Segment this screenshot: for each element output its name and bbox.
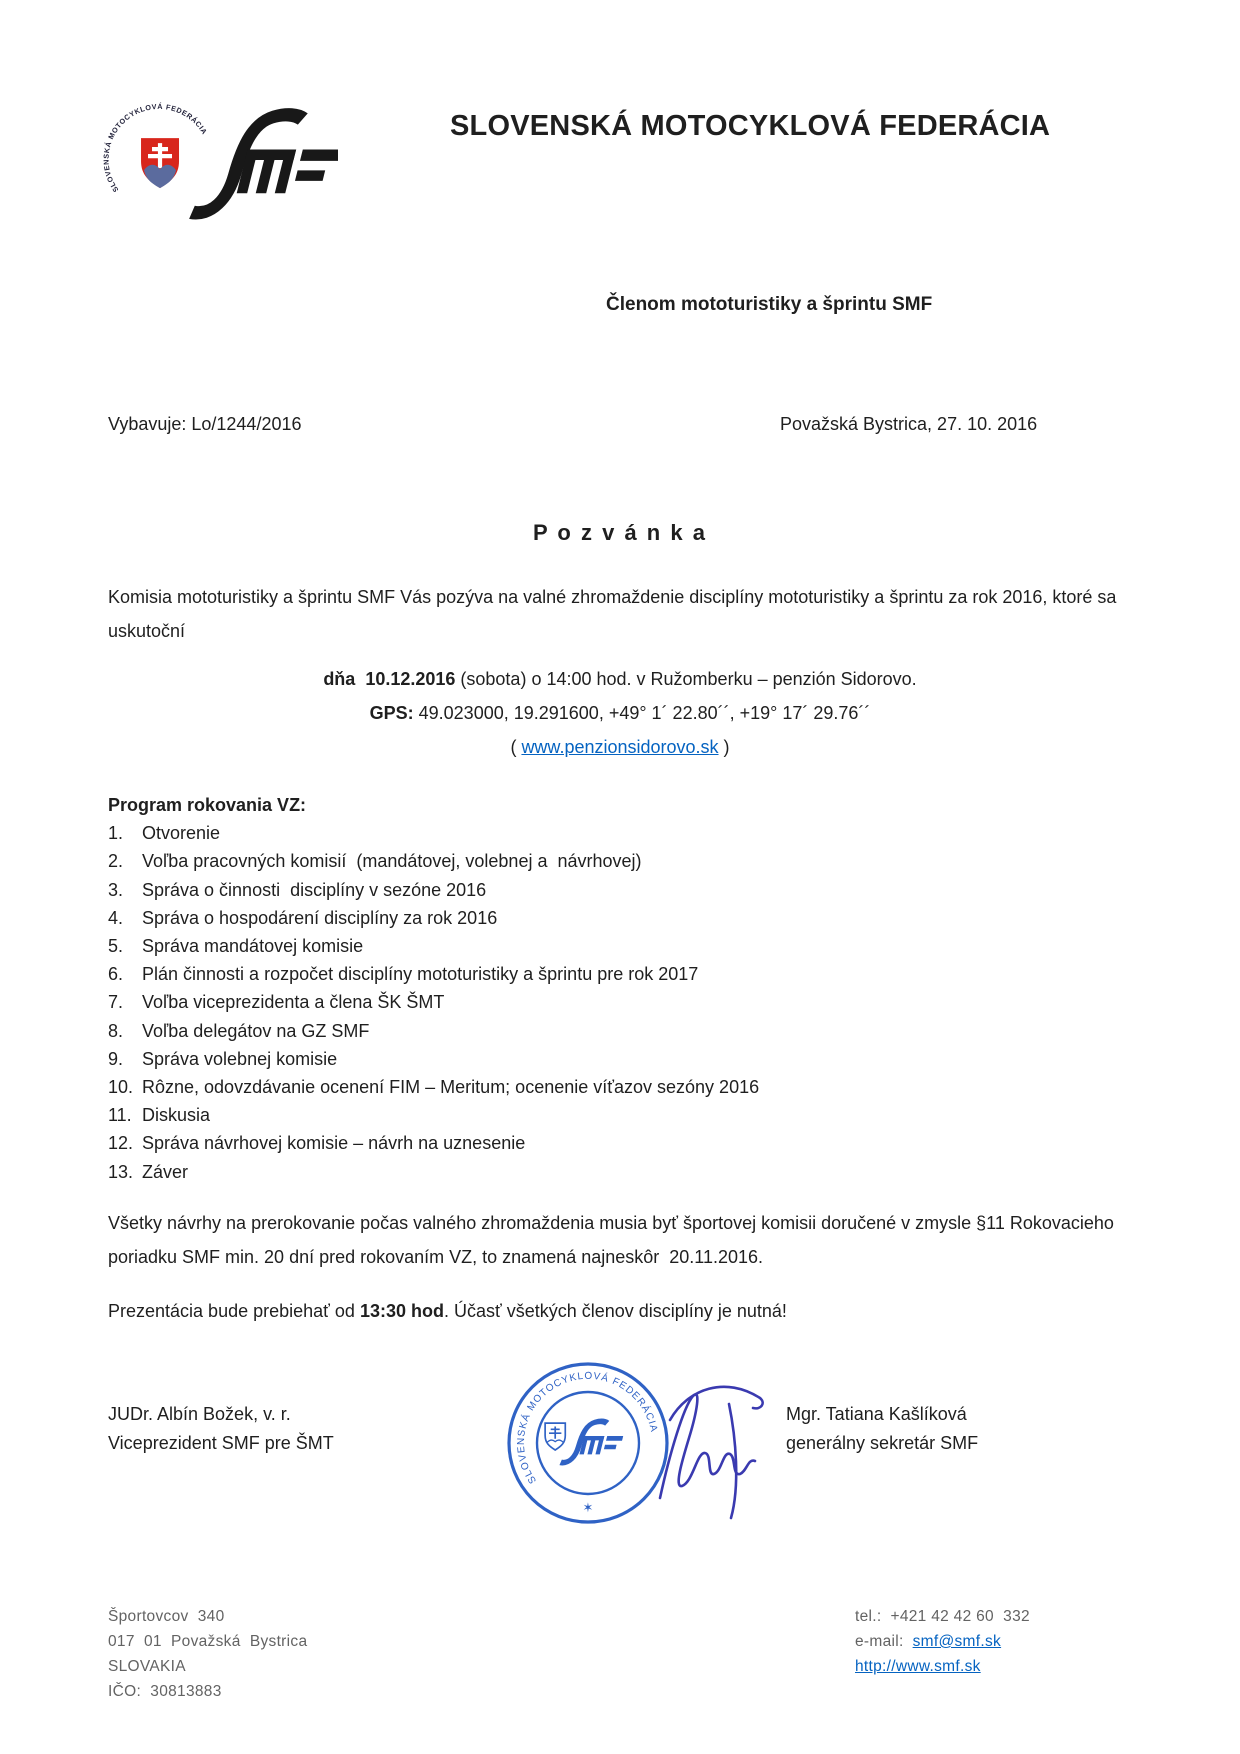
program-item-text: Diskusia — [142, 1105, 211, 1126]
footer-email-line — [855, 1629, 1030, 1654]
reference-row — [108, 414, 1138, 440]
program-item-text: Voľba viceprezidenta a člena ŠK ŠMT — [142, 992, 445, 1013]
footer-address-line: IČO: 30813883 — [108, 1683, 222, 1700]
program-item-text: Rôzne, odovzdávanie ocenení FIM – Meritum; ocenenie víťazov sezóny 2016 — [142, 1077, 760, 1098]
program-item-number: 5. — [108, 936, 124, 957]
program-item — [108, 1073, 1148, 1101]
signatory-right-role: generálny sekretár SMF — [786, 1433, 979, 1453]
stamp-ring-text: SLOVENSKÁ MOTOCYKLOVÁ FEDERÁCIA — [515, 1370, 660, 1486]
place-and-date: Považská Bystrica, 27. 10. 2016 — [780, 414, 1038, 434]
program-item-text: Voľba delegátov na GZ SMF — [142, 1020, 370, 1041]
program-item-number: 7. — [108, 992, 124, 1013]
venue-link[interactable]: www.penzionsidorovo.sk — [521, 737, 719, 757]
program-item — [108, 1158, 1148, 1186]
org-title: SLOVENSKÁ MOTOCYKLOVÁ FEDERÁCIA — [450, 110, 1051, 142]
footer-address-line: 017 01 Považská Bystrica — [108, 1633, 308, 1650]
signature-ink — [660, 1387, 763, 1518]
smf-stamp-icon — [498, 1346, 788, 1551]
signatory-right — [786, 1400, 978, 1458]
venue-link-line — [0, 730, 1240, 764]
program-item-number: 2. — [108, 851, 124, 872]
link-open-paren: ( — [510, 737, 522, 757]
program-item — [108, 876, 1148, 904]
program-item — [108, 1045, 1148, 1073]
signatory-left-role: Viceprezident SMF pre ŠMT — [108, 1433, 334, 1453]
program-item-text: Správa mandátovej komisie — [142, 936, 364, 957]
smf-logo — [100, 92, 338, 231]
link-close-paren: ) — [718, 737, 730, 757]
footer-web-line — [855, 1654, 1030, 1679]
footer-web-link[interactable]: http://www.smf.sk — [855, 1658, 981, 1675]
signatory-right-name: Mgr. Tatiana Kašlíková — [786, 1404, 967, 1424]
program-item — [108, 847, 1148, 875]
presentation-prefix: Prezentácia bude prebiehať od — [108, 1301, 360, 1321]
program-item-text: Správa návrhovej komisie – návrh na uznesenie — [142, 1133, 526, 1154]
program-item-number: 11. — [108, 1105, 132, 1126]
footer-address — [108, 1604, 307, 1704]
program-item — [108, 904, 1148, 932]
program-item-number: 13. — [108, 1161, 134, 1182]
presentation-time: 13:30 hod — [359, 1301, 444, 1321]
recipient-line: Členom mototuristiky a šprintu SMF — [606, 294, 933, 315]
program-item-number: 3. — [108, 879, 124, 900]
gps-coordinates: 49.023000, 19.291600, +49° 1´ 22.80´´, +19° 17´ 29.76´´ — [413, 703, 871, 723]
footer-address-line: SLOVAKIA — [108, 1658, 186, 1675]
program-item-number: 4. — [108, 907, 124, 928]
gps-line — [0, 696, 1240, 730]
program-item-text: Správa volebnej komisie — [142, 1048, 338, 1069]
program-item-text: Záver — [142, 1161, 189, 1182]
signatory-left-name: JUDr. Albín Božek, v. r. — [108, 1404, 291, 1424]
program-item — [108, 1017, 1148, 1045]
program-section — [108, 791, 1148, 1186]
program-item-text: Správa o hospodárení disciplíny za rok 2016 — [142, 907, 498, 928]
event-details — [0, 662, 1240, 764]
footer-email-link[interactable]: smf@smf.sk — [912, 1633, 1002, 1650]
program-item — [108, 1101, 1148, 1129]
reference-number: Vybavuje: Lo/1244/2016 — [108, 414, 302, 434]
invitation-heading: P o z v á n k a — [533, 520, 707, 545]
stamp-star-icon: ✶ — [582, 1500, 594, 1515]
presentation-suffix: . Účasť všetkých členov disciplíny je nutná! — [443, 1301, 787, 1321]
program-item-number: 10. — [108, 1077, 134, 1098]
slovak-coat-of-arms-icon — [141, 138, 179, 188]
footer-tel-value: +421 42 42 60 332 — [890, 1608, 1030, 1625]
stamp-shield-icon — [545, 1423, 565, 1450]
program-item-text: Správa o činnosti disciplíny v sezóne 2016 — [142, 879, 487, 900]
footer-contacts — [855, 1604, 1030, 1679]
program-item-text: Plán činnosti a rozpočet disciplíny mototuristiky a šprintu pre rok 2017 — [142, 964, 699, 985]
event-date-rest: (sobota) o 14:00 hod. v Ružomberku – penzión Sidorovo. — [455, 669, 917, 689]
footer-tel-line — [855, 1604, 1030, 1629]
program-item-number: 8. — [108, 1020, 124, 1041]
signatory-left — [108, 1400, 334, 1458]
smf-lettermark-icon — [192, 115, 338, 213]
program-item — [108, 932, 1148, 960]
program-title: Program rokovania VZ: — [108, 795, 307, 815]
program-item — [108, 819, 1148, 847]
svg-text:SLOVENSKÁ MOTOCYKLOVÁ FEDERÁCI: SLOVENSKÁ MOTOCYKLOVÁ FEDERÁCIA — [101, 101, 210, 194]
program-list — [108, 819, 1148, 1186]
program-item — [108, 1129, 1148, 1157]
program-item — [108, 988, 1148, 1016]
program-item-number: 6. — [108, 964, 124, 985]
smf-stamp — [498, 1346, 788, 1551]
event-date: dňa 10.12.2016 — [323, 669, 456, 689]
deadline-paragraph: Všetky návrhy na prerokovanie počas valného zhromaždenia musia byť športovej komisii doručené v zmysle §11 Rokovacieho poriadku SMF min. 20 dní pred rokovaním VZ, to znamená najneskôr 20.11.2016. — [108, 1213, 1119, 1267]
program-item-number: 9. — [108, 1048, 124, 1069]
gps-label: GPS: — [369, 703, 414, 723]
program-item — [108, 960, 1148, 988]
footer-address-line: Športovcov 340 — [108, 1608, 225, 1625]
footer-email-label: e-mail: — [855, 1633, 904, 1650]
intro-paragraph: Komisia mototuristiky a šprintu SMF Vás pozýva na valné zhromaždenie disciplíny mototuristiky a šprintu za rok 2016, ktoré sa uskutoční — [108, 587, 1122, 641]
presentation-line — [108, 1294, 1140, 1328]
program-item-text: Voľba pracovných komisií (mandátovej, volebnej a návrhovej) — [142, 851, 642, 872]
program-item-number: 1. — [108, 823, 124, 844]
smf-logo-icon — [100, 92, 338, 226]
program-item-text: Otvorenie — [142, 823, 221, 844]
footer-tel-label: tel.: — [855, 1608, 882, 1625]
program-item-number: 12. — [108, 1133, 134, 1154]
event-date-line — [0, 662, 1240, 696]
